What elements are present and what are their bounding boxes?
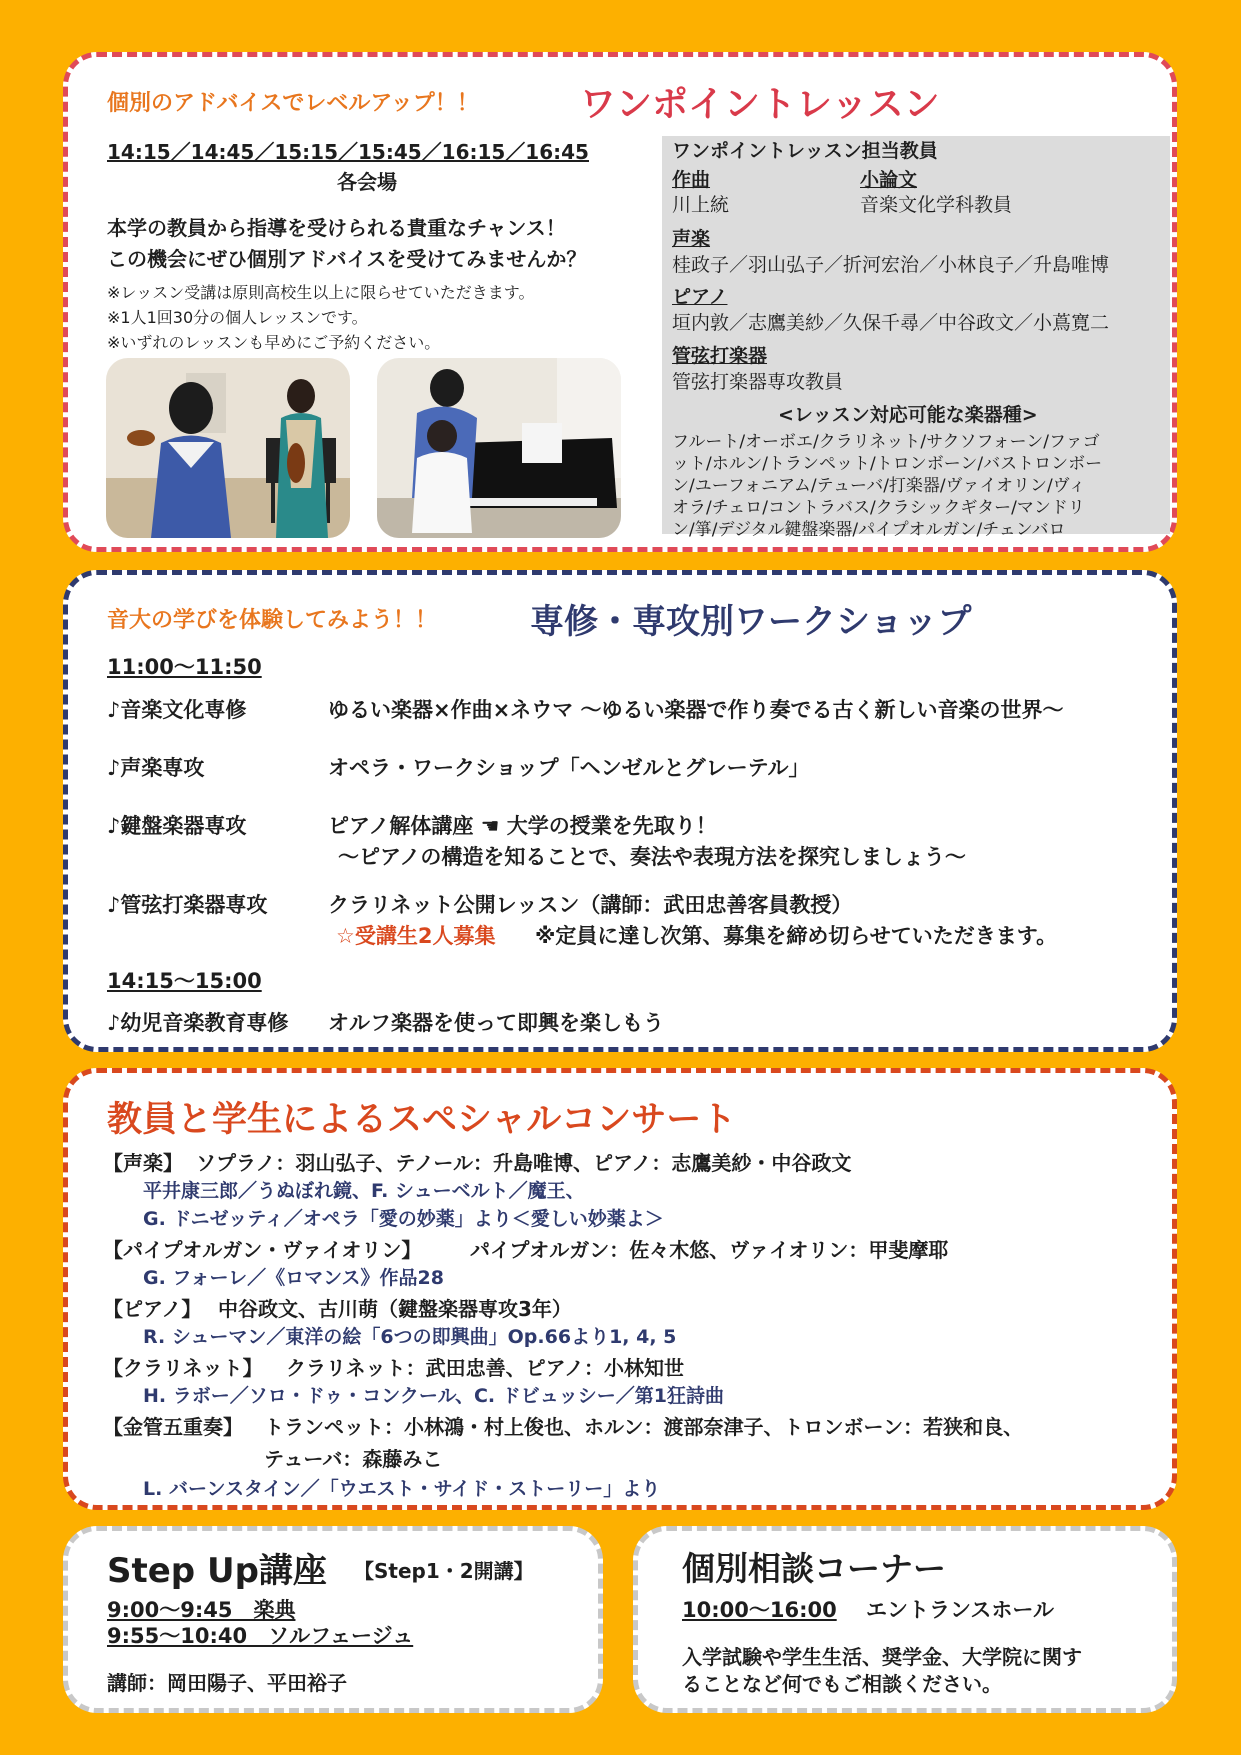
workshop-desc: オルフ楽器を使って即興を楽しもう: [328, 1011, 664, 1035]
vocal-names: 桂政子／羽山弘子／折河宏治／小林良子／升島唯博: [672, 254, 1110, 276]
concert-tag: 【ピアノ】: [103, 1297, 202, 1321]
stepup-subtitle: 【Step1・2開講】: [354, 1559, 534, 1583]
composition-names: 川上統: [672, 194, 730, 216]
workshop-time-2: 14:15〜15:00: [107, 969, 262, 993]
workshop-course: ♪鍵盤楽器専攻: [107, 814, 247, 838]
piano-lesson-photo: [377, 358, 621, 538]
wind-label: 管弦打楽器: [672, 345, 768, 367]
consult-desc-1: 入学試験や学生生活、奨学金、大学院に関す: [682, 1645, 1082, 1669]
workshop-desc: ゆるい楽器×作曲×ネウマ ～ゆるい楽器で作り奏でる古く新しい音楽の世界～: [328, 698, 1064, 722]
stepup-line-1: 9:00〜9:45 楽典: [107, 1598, 296, 1622]
workshop-desc-2: ※定員に達し次第、募集を締め切らせていただきます。: [535, 924, 1058, 948]
instruments-line: ン/ユーフォニアム/テューバ/打楽器/ヴァイオリン/ヴィ: [672, 476, 1086, 496]
concert-work: H. ラボー／ソロ・ドゥ・コンクール、C. ドビュッシー／第1狂詩曲: [143, 1385, 724, 1407]
consult-time: 10:00〜16:00: [682, 1598, 837, 1622]
concert-performers: 中谷政文、古川萌（鍵盤楽器専攻3年）: [218, 1297, 572, 1321]
concert-performers: クラリネット：武田忠善、ピアノ：小林知世: [286, 1356, 684, 1380]
concert-work: 平井康三郎／うぬぼれ鏡、F. シューベルト／魔王、: [143, 1180, 585, 1202]
composition-label: 作曲: [672, 169, 711, 191]
consult-desc-2: ることなど何でもご相談ください。: [682, 1672, 1002, 1696]
essay-names: 音楽文化学科教員: [860, 194, 1013, 216]
concert-performers: トランペット：小林鴻・村上俊也、ホルン：渡部奈津子、トロンボーン：若狭和良、: [264, 1415, 1024, 1439]
piano-label: ピアノ: [672, 286, 728, 308]
instruments-line: ン/箏/デジタル鍵盤楽器/パイプオルガン/チェンバロ: [672, 520, 1066, 540]
concert-work: R. シューマン／東洋の絵「6つの即興曲」Op.66より1, 4, 5: [143, 1326, 677, 1348]
concert-tag: 【クラリネット】: [103, 1356, 263, 1380]
workshop-title: 専修・専攻別ワークショップ: [530, 602, 972, 642]
workshop-desc: ピアノ解体講座 ☚ 大学の授業を先取り！: [328, 814, 717, 838]
lesson-intro-2: この機会にぜひ個別アドバイスを受けてみませんか？: [107, 247, 587, 271]
concert-performers: パイプオルガン：佐々木悠、ヴァイオリン：甲斐摩耶: [470, 1238, 949, 1262]
concert-work: G. フォーレ／《ロマンス》作品28: [143, 1267, 444, 1289]
lesson-note: ※いずれのレッスンも早めにご予約ください。: [107, 333, 441, 352]
lesson-times: 14:15／14:45／15:15／15:45／16:15／16:45: [107, 140, 589, 164]
stepup-line-2: 9:55〜10:40 ソルフェージュ: [107, 1624, 414, 1648]
workshop-desc: クラリネット公開レッスン（講師：武田忠善客員教授）: [328, 893, 853, 917]
concert-performers-2: テューバ：森藤みこ: [264, 1447, 443, 1471]
lesson-venue: 各会場: [337, 170, 397, 194]
workshop-course: ♪声楽専攻: [107, 756, 205, 780]
concert-work: L. バーンスタイン／「ウエスト・サイド・ストーリー」より: [143, 1478, 661, 1500]
recruit-highlight: ☆受講生2人募集: [336, 924, 496, 948]
concert-performers: ソプラノ：羽山弘子、テノール：升島唯博、ピアノ：志鷹美紗・中谷政文: [196, 1151, 852, 1175]
concert-tag: 【パイプオルガン・ヴァイオリン】: [103, 1238, 422, 1262]
consult-place: エントランスホール: [866, 1598, 1054, 1622]
lesson-lead: 個別のアドバイスでレベルアップ！！: [107, 91, 479, 116]
instruments-line: オラ/チェロ/コントラバス/クラシックギター/マンドリ: [672, 498, 1085, 518]
concert-title: 教員と学生によるスペシャルコンサート: [107, 1100, 737, 1140]
staff-title: ワンポイントレッスン担当教員: [672, 140, 938, 162]
lesson-title: ワンポイントレッスン: [580, 84, 940, 125]
workshop-lead: 音大の学びを体験してみよう！！: [107, 608, 438, 633]
concert-tag: 【金管五重奏】: [103, 1415, 243, 1439]
workshop-course: ♪幼児音楽教育専修: [107, 1011, 289, 1035]
piano-names: 垣内敦／志鷹美紗／久保千尋／中谷政文／小蔦寛二: [672, 312, 1110, 334]
instruments-line: ット/ホルン/トランペット/トロンボーン/バストロンボー: [672, 454, 1103, 474]
lesson-intro-1: 本学の教員から指導を受けられる貴重なチャンス！: [107, 216, 566, 240]
instruments-title: <レッスン対応可能な楽器種>: [778, 404, 1038, 426]
workshop-course: ♪管弦打楽器専攻: [107, 893, 268, 917]
workshop-desc: オペラ・ワークショップ「ヘンゼルとグレーテル」: [328, 756, 810, 780]
workshop-course: ♪音楽文化専修: [107, 698, 247, 722]
concert-work: G. ドニゼッティ／オペラ「愛の妙薬」より＜愛しい妙薬よ＞: [143, 1208, 664, 1230]
consult-title: 個別相談コーナー: [682, 1549, 946, 1588]
workshop-time-1: 11:00〜11:50: [107, 655, 262, 679]
instruments-line: フルート/オーボエ/クラリネット/サクソフォーン/ファゴ: [672, 432, 1100, 452]
lesson-note: ※1人1回30分の個人レッスンです。: [107, 308, 368, 327]
vocal-label: 声楽: [672, 228, 711, 250]
essay-label: 小論文: [860, 169, 918, 191]
concert-tag: 【声楽】: [103, 1151, 183, 1175]
stepup-title: Step Up講座: [107, 1551, 327, 1591]
violin-lesson-photo: [106, 358, 350, 538]
workshop-desc-2: ～ピアノの構造を知ることで、奏法や表現方法を探究しましょう～: [338, 845, 966, 869]
wind-names: 管弦打楽器専攻教員: [672, 371, 844, 393]
lesson-note: ※レッスン受講は原則高校生以上に限らせていただきます。: [107, 283, 535, 302]
stepup-teachers: 講師：岡田陽子、平田裕子: [107, 1671, 347, 1695]
